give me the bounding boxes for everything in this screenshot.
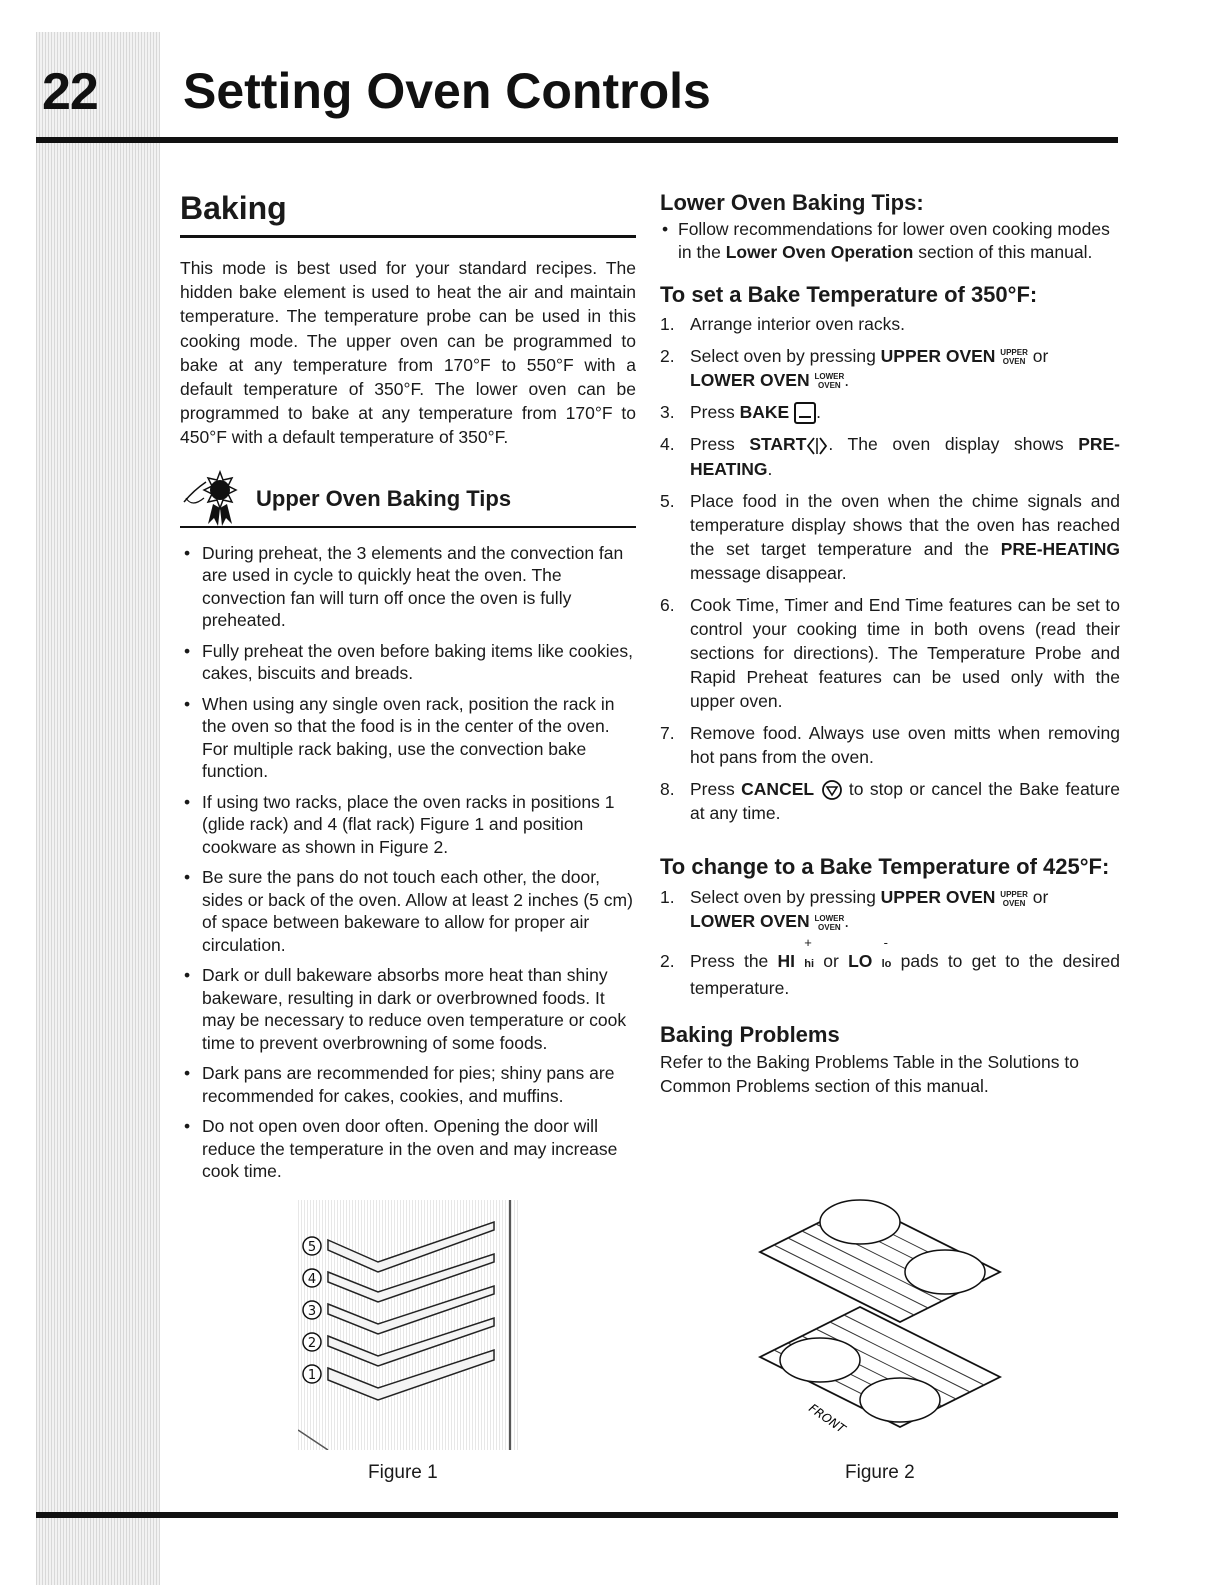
rack-number-3: 3: [307, 1304, 317, 1319]
or-text: or: [1027, 346, 1049, 366]
cancel-pad-icon: [821, 779, 843, 801]
cancel-key: CANCEL: [741, 778, 815, 799]
change-bake-heading: To change to a Bake Temperature of 425°F:: [660, 854, 1110, 880]
list-item: • When using any single oven rack, position the rack in the oven so that the food is in the center of the oven. For multiple rack baking, use the convection bake function.: [180, 693, 636, 783]
step-item: 8. Press CANCEL to stop or cancel the Bake feature at any time.: [660, 778, 1120, 824]
step-text: Place food in the oven when the chime signals and temperature display shows that the oven has reached the set target temperature and the: [690, 490, 1120, 559]
bottom-divider: [36, 1512, 1118, 1518]
rack-number-1: 1: [307, 1368, 317, 1383]
upper-tips-list: [180, 542, 636, 1183]
figure-2-caption: Figure 2: [845, 1462, 915, 1483]
step-text: to stop or cancel the Bake feature at any time.: [690, 778, 1120, 824]
list-item: • Be sure the pans do not touch each other, the door, sides or back of the oven. Allow at least 2 inches (5 cm) of space between bakeware to allow for proper air circulation.: [180, 866, 636, 956]
step-item: 2. Press the HI hi + or LO lo - pads to get to the desired temperature.: [660, 935, 1120, 999]
list-item: • During preheat, the 3 elements and the convection fan are used in cycle to quickly heat the oven. The convection fan will turn off once the oven is fully preheated.: [180, 542, 636, 632]
ribbon-award-icon: [180, 468, 246, 530]
lower-tips-heading: Lower Oven Baking Tips:: [660, 190, 924, 215]
left-column: [180, 190, 636, 1191]
lo-key: LO: [848, 951, 873, 972]
front-label: FRONT: [806, 1400, 848, 1436]
lower-oven-pad-icon: LOWER OVEN: [814, 372, 845, 391]
step-text: Press the: [690, 951, 778, 972]
page-title: Setting Oven Controls: [183, 63, 711, 119]
start-key: START: [749, 434, 807, 455]
lower-oven-key: LOWER OVEN: [690, 911, 810, 932]
bake-key: BAKE: [739, 402, 790, 422]
rack-number-5: 5: [307, 1240, 317, 1255]
step-text: Press: [690, 402, 740, 422]
bake-pad-icon: [794, 402, 816, 424]
list-item: • Dark or dull bakeware absorbs more heat than shiny bakeware, resulting in dark or overbrowned foods. It may be necessary to reduce oven temperature or cook time to prevent overbrowning of some foods.: [180, 964, 636, 1054]
list-item: • Do not open oven door often. Opening the door will reduce the temperature in the oven and may increase cook time.: [180, 1115, 636, 1183]
step-item: 1. Arrange interior oven racks.: [660, 314, 905, 334]
step-text: message disappear.: [690, 562, 847, 583]
step-text: Cook Time, Timer and End Time features can be set to control your cooking time in both ovens (read their sections for directions). The Temperature Probe and Rapid Preheat features can be used only with the upper oven.: [690, 594, 1120, 711]
preheating-label: PRE-HEATING: [690, 434, 1120, 479]
start-pad-icon: [806, 435, 828, 457]
upper-oven-pad-icon: UPPER OVEN: [1000, 889, 1028, 908]
set-bake-steps: [660, 312, 1120, 825]
upper-tips-header: [180, 480, 636, 528]
rack-number-2: 2: [307, 1336, 317, 1351]
lower-tips-text: Follow recommendations for lower oven cooking modes in the: [678, 219, 1110, 262]
step-text: Press: [690, 778, 742, 799]
upper-oven-pad-icon: UPPER OVEN: [1000, 348, 1028, 367]
step-text: . The oven display shows: [828, 434, 1079, 455]
lower-oven-operation-ref: Lower Oven Operation: [725, 242, 914, 262]
list-item: • Dark pans are recommended for pies; shiny pans are recommended for cakes, cookies, and muffins.: [180, 1062, 636, 1107]
step-text: Remove food. Always use oven mitts when removing hot pans from the oven.: [690, 722, 1120, 767]
top-divider: [36, 137, 1118, 143]
lo-pad-icon: lo -: [881, 935, 892, 971]
step-item: 7. Remove food. Always use oven mitts when removing hot pans from the oven.: [660, 722, 1120, 767]
rack-number-4: 4: [307, 1272, 317, 1287]
baking-problems-heading: Baking Problems: [660, 1022, 840, 1048]
set-bake-heading: To set a Bake Temperature of 350°F:: [660, 282, 1038, 307]
baking-intro: This mode is best used for your standard recipes. The hidden bake element is used to heat the air and maintain temperature. The temperature probe can be used in this cooking mode. The upper oven can be programmed to bake at any temperature from 170°F to 550°F with a default temperature of 350°F. The lower oven can be programmed to bake at any temperature from 170°F to 450°F with a default temperature of 350°F.: [180, 258, 636, 448]
or-text: or: [1027, 887, 1049, 908]
figure-2-pan-placement: [750, 1192, 1010, 1452]
step-item: 3. Press BAKE .: [660, 400, 1120, 424]
list-item: • If using two racks, place the oven racks in positions 1 (glide rack) and 4 (flat rack) Figure 1 and position cookware as shown in Figure 2.: [180, 791, 636, 859]
step-text: Select oven by pressing: [690, 887, 881, 908]
step-text: pads to get to the desired temperature.: [690, 951, 1120, 999]
hi-pad-icon: hi +: [804, 935, 815, 971]
baking-problems-text: Refer to the Baking Problems Table in the Solutions to Common Problems section of this manual.: [660, 1052, 1079, 1097]
lower-oven-pad-icon: LOWER OVEN: [814, 913, 845, 932]
sidebar-stripe: [36, 32, 160, 1585]
lower-tips-text-end: section of this manual.: [913, 242, 1093, 262]
step-text: Select oven by pressing: [690, 346, 881, 366]
step-item: 6. Cook Time, Timer and End Time features can be set to control your cooking time in both ovens (read their sections for directions). The Temperature Probe and Rapid Preheat features can be used only with the upper oven.: [660, 594, 1120, 711]
upper-tips-heading: Upper Oven Baking Tips: [256, 485, 512, 511]
hi-key: HI: [777, 951, 796, 972]
step-text: Arrange interior oven racks.: [690, 314, 905, 334]
step-item: 4. Press START . The oven display shows PRE-HEATING.: [660, 434, 1120, 479]
upper-oven-key: UPPER OVEN: [880, 346, 996, 366]
upper-oven-key: UPPER OVEN: [880, 887, 996, 908]
page-number: 22: [42, 63, 98, 121]
baking-heading: Baking: [180, 190, 636, 238]
step-item: 2. Select oven by pressing UPPER OVEN UPPER OVEN or LOWER OVEN LOWER OVEN .: [660, 346, 1049, 391]
preheating-label: PRE-HEATING: [1000, 538, 1120, 559]
figure-1-caption: Figure 1: [368, 1462, 438, 1483]
list-item: • Fully preheat the oven before baking items like cookies, cakes, biscuits and breads.: [180, 640, 636, 685]
change-bake-steps: [660, 885, 1120, 1000]
step-item: 1. Select oven by pressing UPPER OVEN UPPER OVEN or LOWER OVEN LOWER OVEN .: [660, 887, 1049, 932]
lower-oven-key: LOWER OVEN: [690, 370, 810, 390]
figure-1-rack-positions: [298, 1200, 520, 1450]
lower-tips-item: [660, 218, 1120, 264]
right-column: [660, 190, 1120, 1098]
step-text: Press: [690, 434, 750, 455]
step-item: 5. Place food in the oven when the chime signals and temperature display shows that the oven has reached the set target temperature and the PRE-HEATING message disappear.: [660, 490, 1120, 583]
